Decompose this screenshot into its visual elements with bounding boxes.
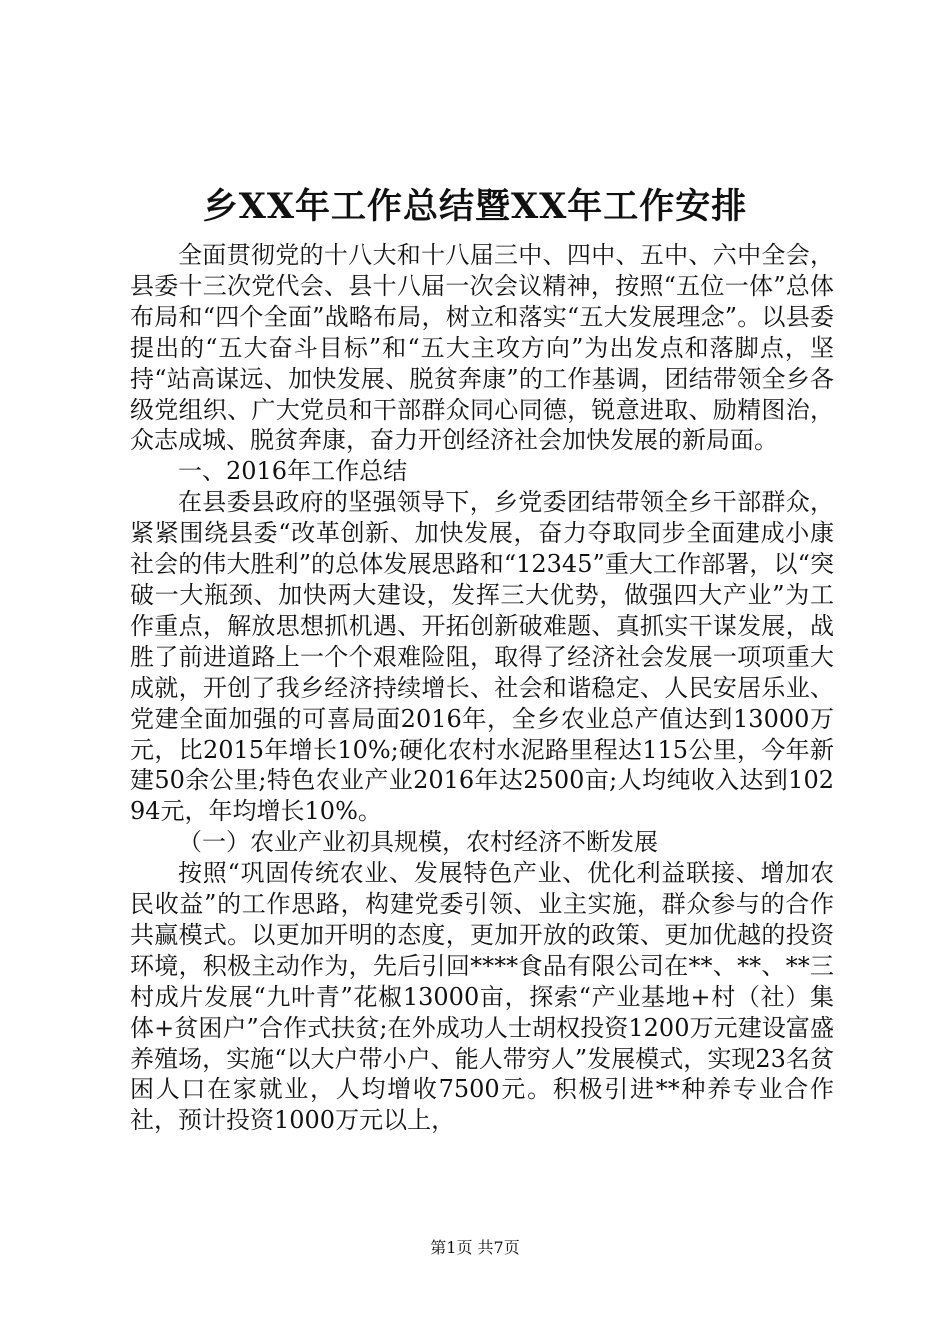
agriculture-paragraph: 按照“巩固传统农业、发展特色产业、优化利益联接、增加农民收益”的工作思路，构建党委引领、业主实施，群众参与的合作共赢模式。以更加开明的态度，更加开放的政策、更加优越的投资环境，积极主动作为，先后引回****食品有限公司在**、**、**三村成片发展“九叶青”花椒13000亩，探索“产业基地+村（社）集体+贫困户”合作式扶贫;在外成功人士胡权投资1200万元建设富盛养殖场，实施“以大户带小户、能人带穷人”发展模式，实现23名贫困人口在家就业，人均增收7500元。积极引进**种养专业合作社，预计投资1000万元以上， bbox=[130, 859, 834, 1135]
summary-paragraph: 在县委县政府的坚强领导下，乡党委团结带领全乡干部群众，紧紧围绕县委“改革创新、加快发展，奋力夺取同步全面建成小康社会的伟大胜利”的总体发展思路和“12345”重大工作部署，以“突破一大瓶颈、加快两大建设，发挥三大优势，做强四大产业”为工作重点，解放思想抓机遇、开拓创新破难题、真抓实干谋发展，战胜了前进道路上一个个艰难险阻，取得了经济社会发展一项项重大成就，开创了我乡经济持续增长、社会和谐稳定、人民安居乐业、党建全面加强的可喜局面2016年，全乡农业总产值达到13000万元，比2015年增长10%;硬化农村水泥路里程达115公里，今年新建50余公里;特色农业产业2016年达2500亩;人均纯收入达到10294元，年均增长10%。 bbox=[130, 488, 834, 826]
page-number-footer: 第1页 共7页 bbox=[430, 1238, 520, 1257]
document-body bbox=[130, 240, 834, 1136]
document-title: 乡XX年工作总结暨XX年工作安排 bbox=[202, 186, 748, 227]
section-heading-2016-summary: 一、2016年工作总结 bbox=[178, 457, 408, 486]
intro-paragraph: 全面贯彻党的十八大和十八届三中、四中、五中、六中全会，县委十三次党代会、县十八届一次会议精神，按照“五位一体”总体布局和“四个全面”战略布局，树立和落实“五大发展理念”。以县委提出的“五大奋斗目标”和“五大主攻方向”为出发点和落脚点，坚持“站高谋远、加快发展、脱贫奔康”的工作基调，团结带领全乡各级党组织、广大党员和干部群众同心同德，锐意进取、励精图治，众志成城、脱贫奔康，奋力开创经济社会加快发展的新局面。 bbox=[130, 241, 834, 455]
subsection-heading-agriculture: （一）农业产业初具规模，农村经济不断发展 bbox=[178, 828, 658, 857]
